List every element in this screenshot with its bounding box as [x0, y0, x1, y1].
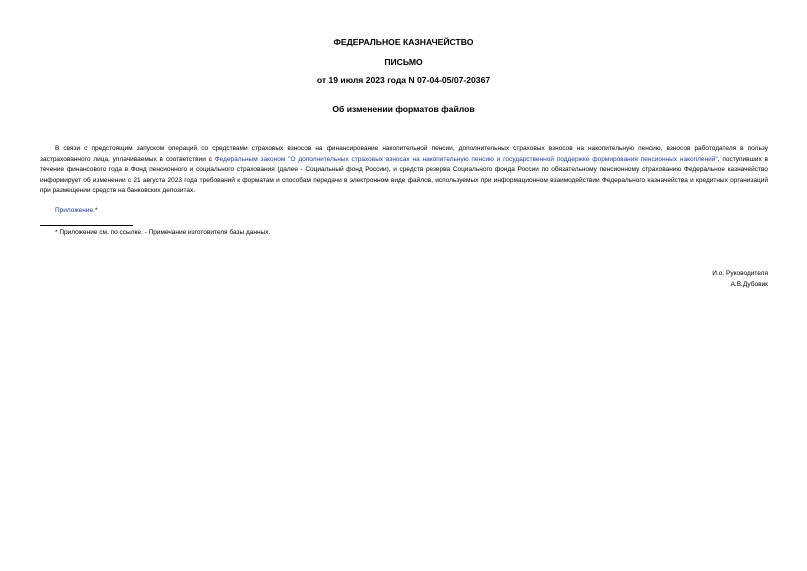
signature-block — [712, 268, 768, 290]
footnote-text: * Приложение см. по ссылке. - Примечание изготовителя базы данных. — [55, 229, 271, 236]
federal-law-link[interactable]: Федеральным законом "О дополнительных страховых взносах на накопительную пенсию и государственной поддержке формирования пенсионных накоплений" — [214, 155, 718, 163]
signatory-name: А.В.Дубовик — [730, 281, 768, 288]
body-paragraph — [40, 144, 768, 197]
appendix-link[interactable]: Приложение. — [55, 207, 95, 214]
document-subject: Об изменении форматов файлов — [332, 104, 475, 114]
document-date-number: от 19 июля 2023 года N 07-04-05/07-20367 — [316, 75, 491, 85]
body-text-part-2: , поступивших в течение финансового года в Фонд пенсионного и социального страхования (далее - Социальный фонд России), и средств резерва Социального фонда России по обязательному пенсионному страхованию Федеральное казначейство информирует об изменении с 21 августа 2023 года требований к форматам и способам передачи в электронном виде файлов, используемых при информационном взаимодействии Федерального казначейства и кредитных организаций при размещении средств на банковских депозитах. — [40, 155, 768, 195]
body-text-part-1: В связи с предстоящим запуском операций со средствами страховых взносов на финансирование накопительной пенсии, дополнительных страховых взносов на накопительную пенсию, взносов работодателя в пользу застрахованного лица, уплачиваемых в соответствии с — [40, 145, 768, 163]
appendix-line — [55, 206, 97, 216]
signatory-position: И.о. Руководителя — [712, 270, 768, 277]
appendix-footnote-marker: * — [94, 207, 98, 214]
issuer-heading: ФЕДЕРАЛЬНОЕ КАЗНАЧЕЙСТВО — [333, 37, 474, 47]
footnote-divider — [40, 225, 133, 226]
document-type-heading: ПИСЬМО — [384, 57, 423, 67]
